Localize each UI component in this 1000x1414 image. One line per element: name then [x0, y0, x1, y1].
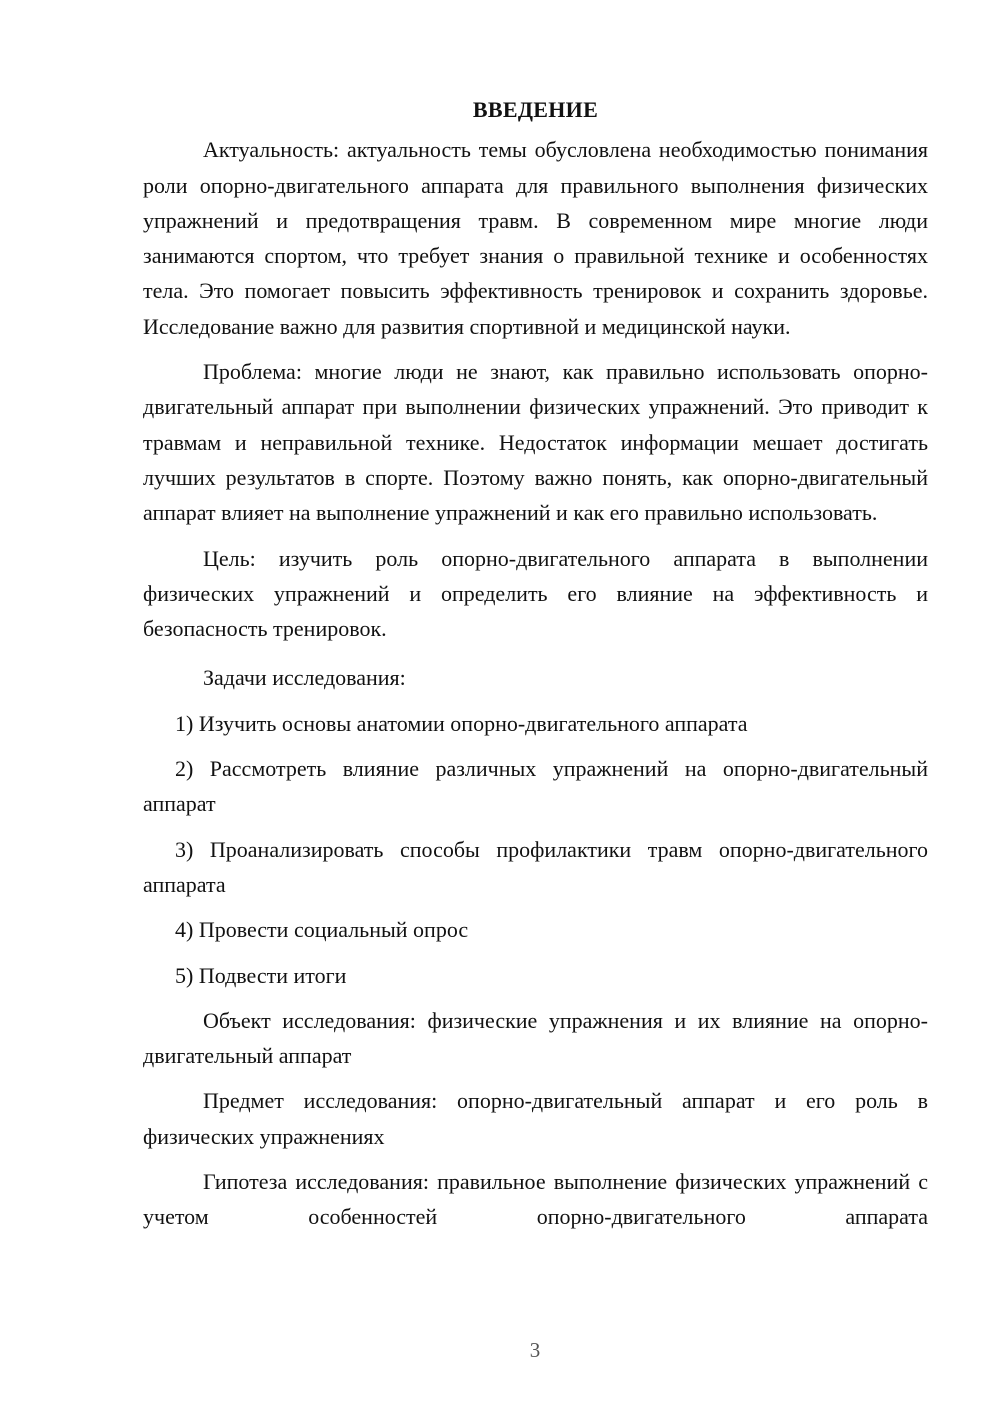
- problem-paragraph: Проблема: многие люди не знают, как правильно использовать опорно-двигательный аппарат при выполнении физических упражнений. Это приводит к травмам и неправильной технике. Недостаток информации мешает достигать лучших результатов в спорте. Поэтому важно понять, как опорно-двигательный аппарат влияет на выполнение упражнений и как его правильно использовать.: [143, 359, 928, 526]
- tasks-heading: Задачи исследования:: [203, 665, 406, 691]
- task-item-2: 2) Рассмотреть влияние различных упражнений на опорно-двигательный аппарат: [143, 756, 928, 817]
- relevance-paragraph: Актуальность: актуальность темы обусловлена необходимостью понимания роли опорно-двигательного аппарата для правильного выполнения физических упражнений и предотвращения травм. В современном мире многие люди занимаются спортом, что требует знания о правильной технике и особенностях тела. Это помогает повысить эффективность тренировок и сохранить здоровье. Исследование важно для развития спортивной и медицинской науки.: [143, 137, 928, 339]
- task-item-4: 4) Провести социальный опрос: [175, 917, 469, 943]
- object-paragraph: Объект исследования: физические упражнения и их влияние на опорно-двигательный аппарат: [143, 1007, 928, 1069]
- page-content: [143, 92, 928, 1235]
- task-item-3: 3) Проанализировать способы профилактики травм опорно-двигательного аппарата: [143, 836, 928, 897]
- hypothesis-paragraph: Гипотеза исследования: правильное выполнение физических упражнений с учетом особенностей опорно-двигательного аппарата: [143, 1169, 928, 1230]
- page-number: 3: [529, 1338, 541, 1362]
- task-item-1: 1) Изучить основы анатомии опорно-двигательного аппарата: [175, 710, 748, 736]
- task-item-5: 5) Подвести итоги: [175, 962, 347, 988]
- subject-paragraph: Предмет исследования: опорно-двигательный аппарат и его роль в физических упражнениях: [143, 1088, 928, 1149]
- goal-paragraph: Цель: изучить роль опорно-двигательного аппарата в выполнении физических упражнений и определить его влияние на эффективность и безопасность тренировок.: [143, 545, 928, 642]
- section-heading: ВВЕДЕНИЕ: [472, 97, 599, 122]
